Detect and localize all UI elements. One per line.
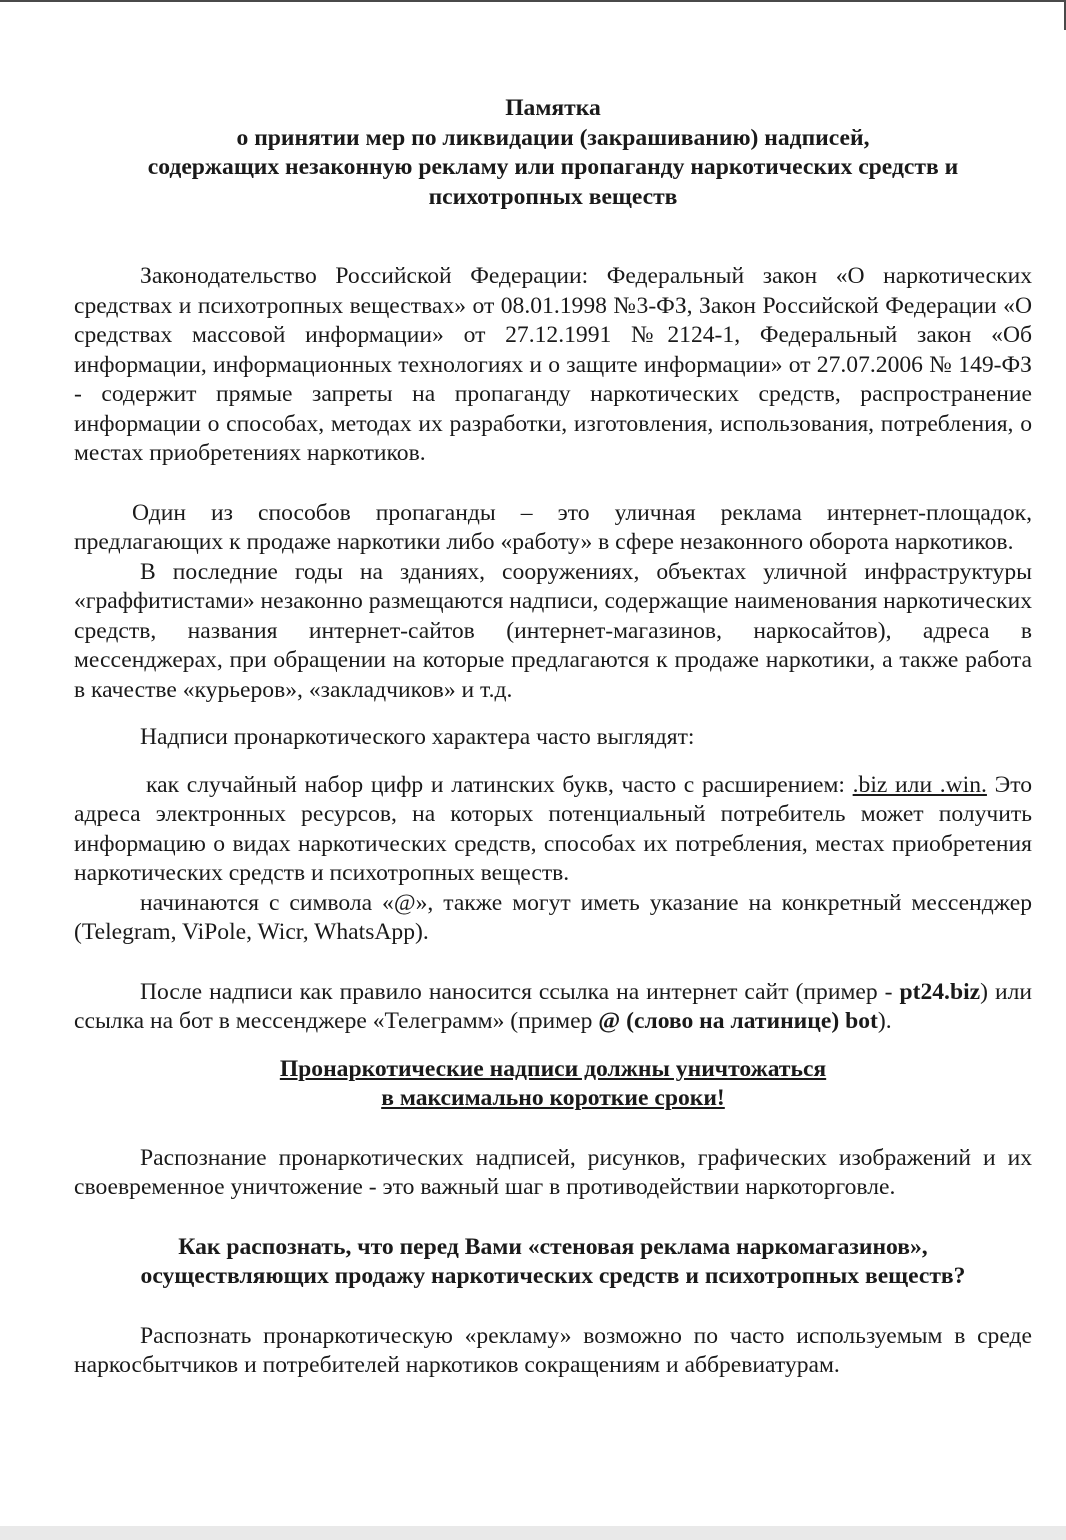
paragraph-legislation: Законодательство Российской Федерации: Федеральный закон «О наркотических средствах и психотропных веществах» от 08.01.1998 №3-ФЗ, Закон Российской Федерации «О средствах массовой информации» от 27.12.1991 №2124-1, Федеральный закон «Об информации, информационных технологиях и о защите информации» от 27.07.2006 № 149-ФЗ - содержит прямые запреты на пропаганду наркотических средств, распространение информации о способах, методах их разработки, изготовления, использования, потребления, о местах приобретениях наркотиков.	[74, 263, 1032, 466]
random-set-rest: Это адреса электронных ресурсов, на которых потенциальный потребитель может получить информацию о видах наркотических средств, способах их потребления, местах приобретения наркотических средств и психотропных веществ.	[74, 771, 1032, 886]
paragraph-random-set	[74, 771, 1032, 889]
paragraph-abbreviations: Распознать пронаркотическую «рекламу» возможно по часто используемым в среде наркосбытчиков и потребителей наркотиков сокращениям и аббревиатурам.	[74, 1322, 1032, 1378]
question-heading	[74, 1233, 1032, 1292]
title-line-3: содержащих незаконную рекламу или пропаганду наркотических средств и	[147, 154, 959, 180]
paragraph-look-like: Надписи пронаркотического характера часто выглядят:	[140, 724, 695, 750]
paragraph-street-ads: Один из способов пропаганды – это уличная реклама интернет-площадок, предлагающих к продаже наркотики либо «работу» в сфере незаконного оборота наркотиков.	[74, 499, 1032, 555]
bot-example: @ (слово на латинице) bot	[598, 1008, 878, 1034]
paragraph-at-symbol: начинаются с символа «@», также могут иметь указание на конкретный мессенджер (Telegram, ViPole, Wicr, WhatsApp).	[74, 889, 1032, 945]
paragraph-graffiti: В последние годы на зданиях, сооружениях, объектах уличной инфраструктуры «граффитистами» незаконно размещаются надписи, содержащие наименования наркотических средств, названия интернет-сайтов (интернет-магазинов, наркосайтов), адреса в мессенджерах, при обращении на которые предлагаются к продаже наркотики, а также работа в качестве «курьеров», «закладчиков» и т.д.	[74, 558, 1032, 703]
site-example: pt24.biz	[899, 978, 981, 1005]
warning-heading	[74, 1055, 1032, 1114]
document-page	[74, 94, 1032, 1381]
top-border-line	[0, 0, 1066, 2]
warning-line-2: в максимально короткие сроки!	[381, 1085, 725, 1111]
document-title	[74, 94, 1032, 212]
paragraph-link-example	[74, 978, 1032, 1037]
title-line-1: Памятка	[505, 95, 601, 121]
link-example-lead: После надписи как правило наносится ссылка на интернет сайт (пример -	[140, 978, 900, 1005]
bottom-band	[0, 1526, 1066, 1540]
title-line-2: о принятии мер по ликвидации (закрашиванию) надписей,	[236, 124, 870, 151]
title-line-4: психотропных веществ	[428, 183, 678, 210]
warning-line-1: Пронаркотические надписи должны уничтожаться	[279, 1055, 827, 1082]
domain-extensions: .biz или .win.	[852, 771, 987, 798]
link-example-end: ).	[877, 1008, 892, 1034]
question-line-1: Как распознать, что перед Вами «стеновая реклама наркомагазинов»,	[178, 1233, 928, 1260]
link-example-mid: ) или ссылка на бот в мессенджере «Телеграмм» (пример	[74, 978, 1032, 1034]
question-line-2: осуществляющих продажу наркотических средств и психотропных веществ?	[140, 1263, 966, 1289]
random-set-lead: как случайный набор цифр и латинских букв, часто с расширением:	[146, 771, 853, 798]
paragraph-recognition: Распознание пронаркотических надписей, рисунков, графических изображений и их своевременное уничтожение - это важный шаг в противодействии наркоторговле.	[74, 1144, 1032, 1200]
